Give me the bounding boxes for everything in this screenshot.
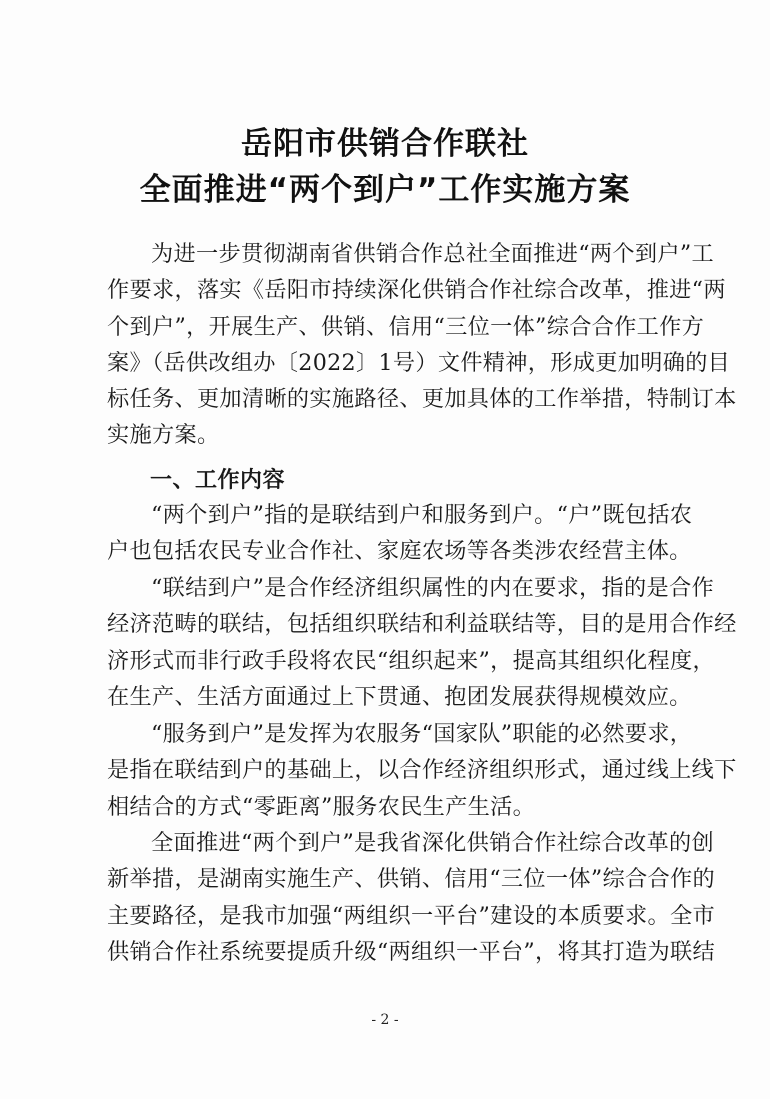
paragraph-2 [107,570,737,715]
paragraph-line: 供销合作社系统要提质升级“两组织一平台”，将其打造为联结 [107,938,715,965]
intro-line: 实施方案。 [107,422,220,449]
document-title-line1: 岳阳市供销合作联社 [241,126,529,162]
intro-line: 案》（岳供改组办〔2022〕1号）文件精神，形成更加明确的目 [107,349,731,376]
paragraph-3 [107,716,737,825]
intro-line: 为进一步贯彻湖南省供销合作总社全面推进“两个到户”工 [151,241,714,267]
intro-paragraph [107,236,737,454]
paragraph-line: 相结合的方式“零距离”服务农民生产生活。 [107,793,536,820]
paragraph-4 [107,825,715,970]
intro-line: 标任务、更加清晰的实施路径、更加具体的工作举措，特制订本 [107,386,737,413]
paragraph-line: “两个到户”指的是联结到户和服务到户。“户”既包括农 [151,502,693,528]
paragraph-line: 在生产、生活方面通过上下贯通、抱团发展获得规模效应。 [107,683,692,710]
paragraph-line: 户也包括农民专业合作社、家庭农场等各类涉农经营主体。 [107,538,692,565]
paragraph-line: “服务到户”是发挥为农服务“国家队”职能的必然要求， [151,721,693,747]
paragraph-line: “联结到户”是合作经济组织属性的内在要求，指的是合作 [151,575,714,601]
document-title-line2: 全面推进“两个到户”工作实施方案 [139,172,631,208]
paragraph-line: 经济范畴的联结，包括组织联结和利益联结等，目的是用合作经 [107,611,737,638]
paragraph-line: 全面推进“两个到户”是我省深化供销合作社综合改革的创 [151,830,714,856]
intro-line: 个到户”，开展生产、供销、信用“三位一体”综合合作工作方 [107,313,705,340]
paragraph-line: 是指在联结到户的基础上，以合作经济组织形式，通过线上线下 [107,757,737,784]
paragraph-line: 新举措，是湖南实施生产、供销、信用“三位一体”综合合作的 [107,866,715,893]
intro-line: 作要求，落实《岳阳市持续深化供销合作社综合改革，推进“两 [107,277,726,304]
page-number: - 2 - [371,1012,399,1028]
paragraph-line: 主要路径，是我市加强“两组织一平台”建设的本质要求。全市 [107,902,715,929]
paragraph-line: 济形式而非行政手段将农民“组织起来”，提高其组织化程度， [107,647,715,674]
section-heading: 一、工作内容 [150,468,286,493]
paragraph-1 [107,497,693,570]
